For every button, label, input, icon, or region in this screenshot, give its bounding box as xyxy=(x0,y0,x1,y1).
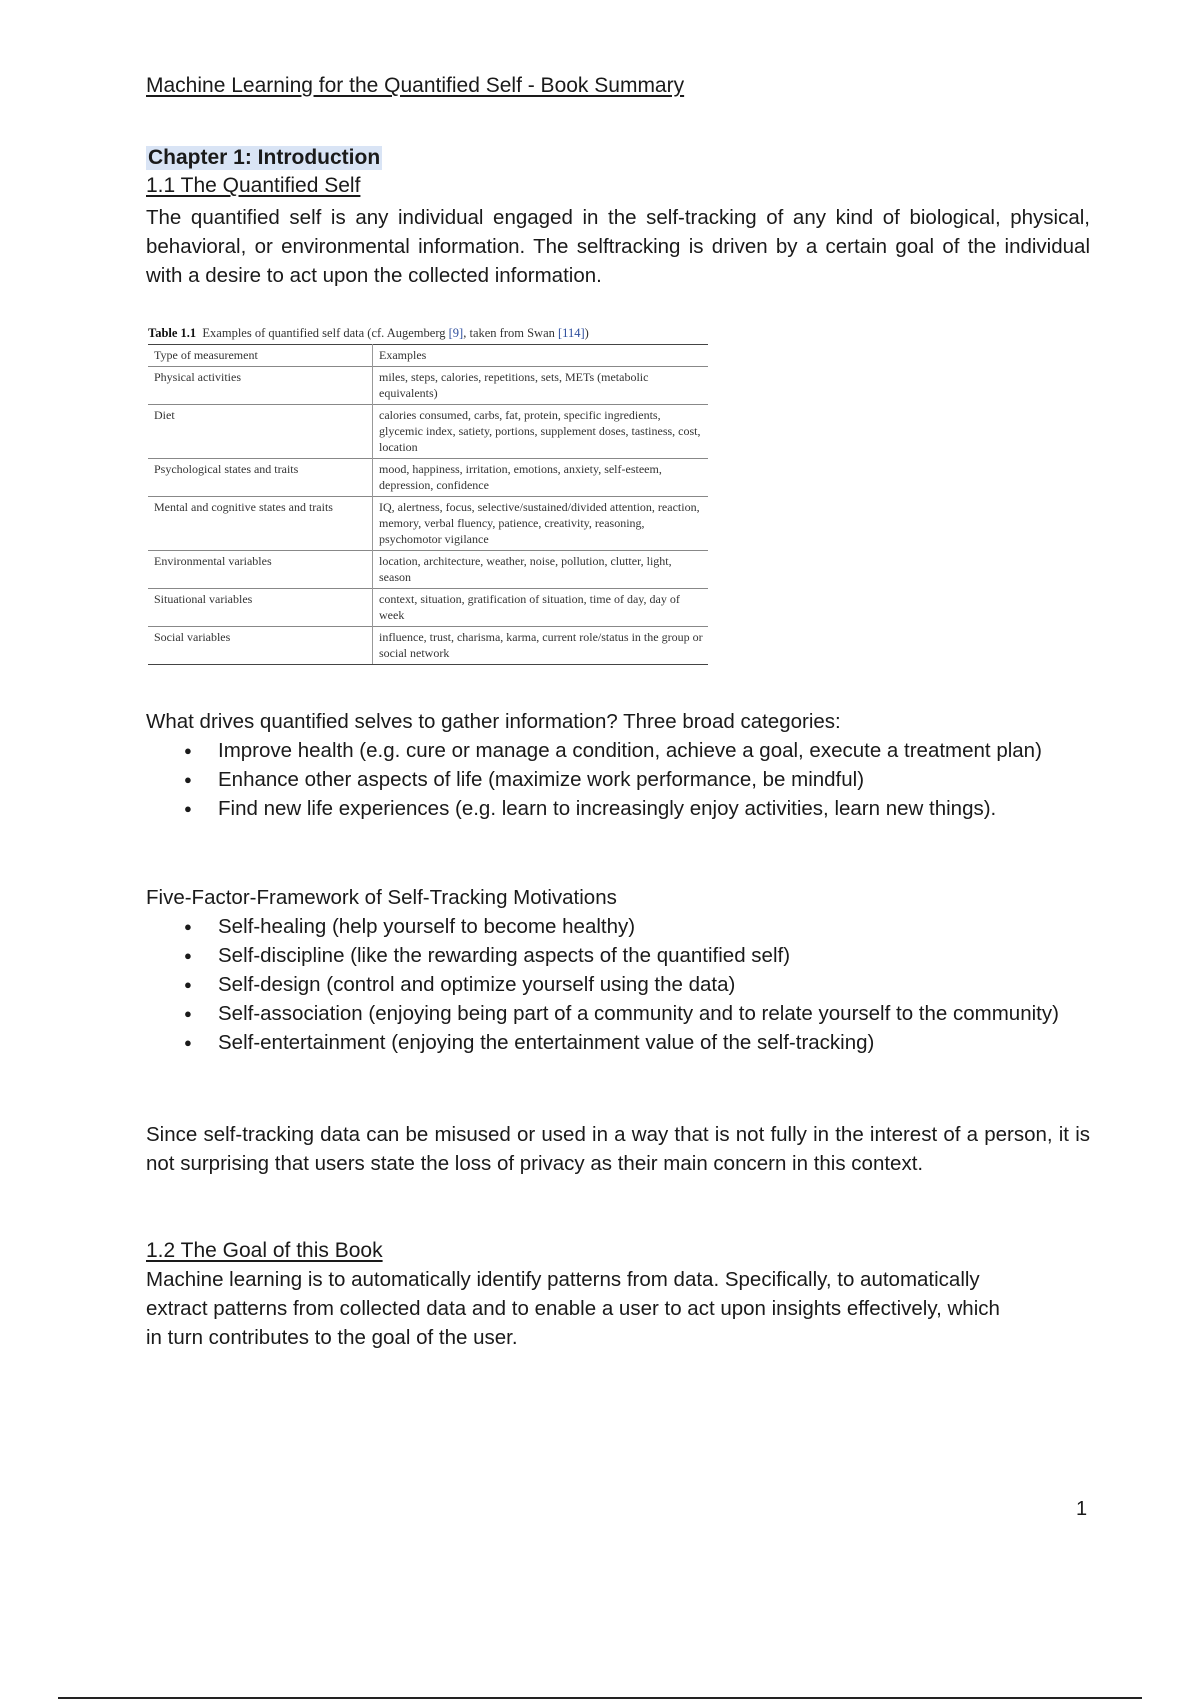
list-item: ● Self-design (control and optimize yourself using the data) xyxy=(146,970,1090,999)
goal-paragraph xyxy=(146,1265,1090,1352)
table-figure xyxy=(148,326,708,665)
table-cell-examples: calories consumed, carbs, fat, protein, specific ingredients, glycemic index, satiety, portions, supplement doses, tastiness, cost, location xyxy=(373,405,709,459)
list-item: ● Enhance other aspects of life (maximize work performance, be mindful) xyxy=(146,765,1090,794)
table-cell-type: Diet xyxy=(148,405,373,459)
chapter-heading: Chapter 1: Introduction xyxy=(148,146,381,169)
privacy-paragraph: Since self-tracking data can be misused or used in a way that is not fully in the interest of a person, it is not surprising that users state the loss of privacy as their main concern in this context. xyxy=(146,1123,1090,1175)
table-cell-examples: location, architecture, weather, noise, pollution, clutter, light, season xyxy=(373,551,709,589)
list-item: ● Self-entertainment (enjoying the entertainment value of the self-tracking) xyxy=(146,1028,1090,1057)
table-caption-text: Examples of quantified self data (cf. Augemberg xyxy=(202,326,446,340)
table-row xyxy=(148,589,708,627)
table-cell-type: Social variables xyxy=(148,627,373,665)
drivers-heading: What drives quantified selves to gather information? Three broad categories: xyxy=(146,710,841,733)
section-1-2-title: 1.2 The Goal of this Book xyxy=(146,1239,383,1262)
table-caption-ref-114: [114] xyxy=(558,326,585,340)
table-caption-end: ) xyxy=(584,326,589,340)
table-row xyxy=(148,551,708,589)
page-number: 1 xyxy=(1076,1498,1088,1520)
drivers-list xyxy=(146,736,1090,823)
goal-line: in turn contributes to the goal of the user. xyxy=(146,1326,518,1349)
table-cell-examples: context, situation, gratification of situation, time of day, day of week xyxy=(373,589,709,627)
table-cell-examples: influence, trust, charisma, karma, current role/status in the group or social network xyxy=(373,627,709,665)
table-header-examples: Examples xyxy=(373,345,709,367)
list-item: ● Find new life experiences (e.g. learn to increasingly enjoy activities, learn new things). xyxy=(146,794,1090,823)
document-title: Machine Learning for the Quantified Self - Book Summary xyxy=(146,74,685,97)
table-row xyxy=(148,459,708,497)
goal-line: extract patterns from collected data and to enable a user to act upon insights effectively, which xyxy=(146,1297,1000,1320)
table-row xyxy=(148,497,708,551)
table-cell-type: Physical activities xyxy=(148,367,373,405)
table-row xyxy=(148,367,708,405)
table-caption xyxy=(148,326,708,341)
table-cell-type: Mental and cognitive states and traits xyxy=(148,497,373,551)
table-caption-ref-9: [9] xyxy=(448,326,464,340)
table-cell-examples: miles, steps, calories, repetitions, sets, METs (metabolic equivalents) xyxy=(373,367,709,405)
framework-heading: Five-Factor-Framework of Self-Tracking Motivations xyxy=(146,886,617,909)
table-cell-type: Psychological states and traits xyxy=(148,459,373,497)
table-row xyxy=(148,405,708,459)
quantified-self-data-table xyxy=(148,344,708,665)
table-caption-mid: , taken from Swan xyxy=(463,326,555,340)
table-header-row xyxy=(148,345,708,367)
list-item: ● Self-healing (help yourself to become healthy) xyxy=(146,912,1090,941)
page-bottom-rule xyxy=(58,1697,1142,1699)
framework-list xyxy=(146,912,1090,1057)
list-item: ● Self-discipline (like the rewarding aspects of the quantified self) xyxy=(146,941,1090,970)
table-header-type: Type of measurement xyxy=(148,345,373,367)
list-item: ● Self-association (enjoying being part of a community and to relate yourself to the community) xyxy=(146,999,1090,1028)
table-cell-type: Situational variables xyxy=(148,589,373,627)
list-item: ● Improve health (e.g. cure or manage a condition, achieve a goal, execute a treatment plan) xyxy=(146,736,1090,765)
table-cell-examples: IQ, alertness, focus, selective/sustained/divided attention, reaction, memory, verbal fluency, patience, creativity, reasoning, psychomotor vigilance xyxy=(373,497,709,551)
table-row xyxy=(148,627,708,665)
section-1-1-title: 1.1 The Quantified Self xyxy=(146,174,361,197)
table-cell-examples: mood, happiness, irritation, emotions, anxiety, self-esteem, depression, confidence xyxy=(373,459,709,497)
table-cell-type: Environmental variables xyxy=(148,551,373,589)
quantified-self-definition: The quantified self is any individual engaged in the self-tracking of any kind of biological, physical, behavioral, or environmental information. The selftracking is driven by a certain goal of the individual with a desire to act upon the collected information. xyxy=(146,206,1090,287)
table-caption-label: Table 1.1 xyxy=(148,326,197,340)
goal-line: Machine learning is to automatically identify patterns from data. Specifically, to automatically xyxy=(146,1268,980,1291)
